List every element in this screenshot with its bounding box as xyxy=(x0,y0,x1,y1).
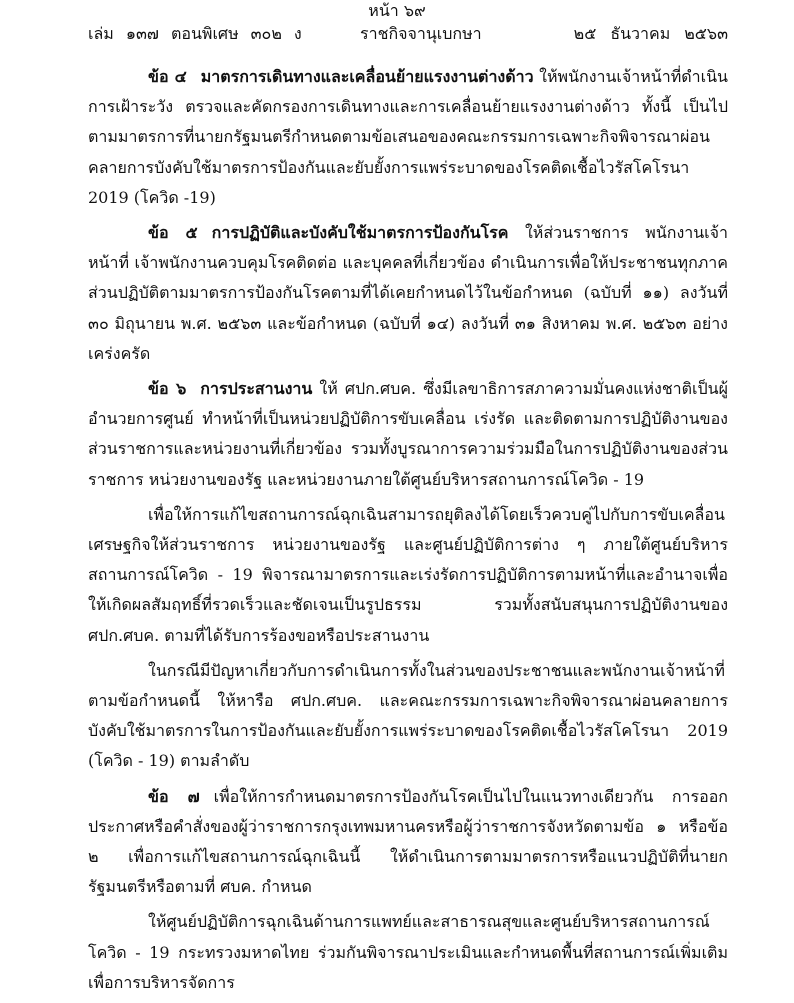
paragraph-problem-consultation: ในกรณีมีปัญหาเกี่ยวกับการดำเนินการทั้งในส่วนของประชาชนและพนักงานเจ้าหน้าที่ตามข้อกำหนดนี้ ให้หารือ ศปก.ศบค. และคณะกรรมการเฉพาะกิจพิจารณาผ่อนคลายการบังคับใช้มาตรการในการป้องกันและยับยั้งการแพร่ระบาดของโรคติดเชื้อไวรัสโคโรนา 2019 (โควิด - 19) ตามลำดับ xyxy=(88,660,728,771)
date-year: ๒๕๖๓ xyxy=(684,24,728,43)
publication-name: ราชกิจจานุเบกษา xyxy=(360,24,482,43)
section-label: ตอนพิเศษ xyxy=(170,24,239,43)
clause-4-heading: มาตรการเดินทางและเคลื่อนย้ายแรงงานต่างด้าว xyxy=(200,67,534,86)
volume-info xyxy=(88,22,314,46)
volume-number: ๑๓๗ xyxy=(125,24,159,43)
date-day: ๒๕ xyxy=(573,24,597,43)
clause-6-number: ข้อ ๖ xyxy=(148,379,187,399)
gazette-header xyxy=(88,22,728,46)
clause-4-text: ให้พนักงานเจ้าหน้าที่ดำเนินการเฝ้าระวัง ตรวจและคัดกรองการเดินทางและการเคลื่อนย้ายแรงงานต่างด้าว ทั้งนี้ เป็นไปตามมาตรการที่นายกรัฐมนตรีกำหนดตามข้อเสนอของคณะกรรมการเฉพาะกิจพิจารณาผ่อนคลายการบังคับใช้มาตรการป้องกันและยับยั้งการแพร่ระบาดของโรคติดเชื้อไวรัสโคโรนา 2019 (โควิด -19) xyxy=(88,67,728,207)
page-number: หน้า ๖๙ xyxy=(368,1,426,20)
clause-6-heading: การประสานงาน xyxy=(200,379,313,399)
clause-5-number: ข้อ ๕ xyxy=(148,223,198,243)
paragraph-closing: ให้ศูนย์ปฏิบัติการฉุกเฉินด้านการแพทย์และสาธารณสุขและศูนย์บริหารสถานการณ์โควิด - 19 กระทรวงมหาดไทย ร่วมกันพิจารณาประเมินและกำหนดพื้นที่สถานการณ์เพิ่มเติมเพื่อการบริหารจัดการ xyxy=(88,912,728,992)
publication-date xyxy=(560,22,728,46)
clause-5 xyxy=(88,218,728,369)
clause-7-text: เพื่อให้การกำหนดมาตรการป้องกันโรคเป็นไปในแนวทางเดียวกัน การออกประกาศหรือคำสั่งของผู้ว่าราชการกรุงเทพมหานครหรือผู้ว่าราชการจังหวัดตามข้อ ๑ หรือข้อ ๒ เพื่อการแก้ไขสถานการณ์ฉุกเฉินนี้ ให้ดำเนินการตามมาตรการหรือแนวปฏิบัติที่นายกรัฐมนตรีหรือตามที่ ศบค. กำหนด xyxy=(88,786,728,897)
clause-5-text: ให้ส่วนราชการ พนักงานเจ้าหน้าที่ เจ้าพนักงานควบคุมโรคติดต่อ และบุคคลที่เกี่ยวข้อง ดำเนินการเพื่อให้ประชาชนทุกภาคส่วนปฏิบัติตามมาตรการป้องกันโรคตามที่ได้เคยกำหนดไว้ในข้อกำหนด (ฉบับที่ ๑๑) ลงวันที่ ๓๐ มิถุนายน พ.ศ. ๒๕๖๓ และข้อกำหนด (ฉบับที่ ๑๔) ลงวันที่ ๓๑ สิงหาคม พ.ศ. ๒๕๖๓ อย่างเคร่งครัด xyxy=(88,223,728,363)
clause-7 xyxy=(88,782,728,903)
clause-6-text: ให้ ศปก.ศบค. ซึ่งมีเลขาธิการสภาความมั่นคงแห่งชาติเป็นผู้อำนวยการศูนย์ ทำหน้าที่เป็นหน่วยปฏิบัติการขับเคลื่อน เร่งรัด และติดตามการปฏิบัติงานของส่วนราชการและหน่วยงานที่เกี่ยวข้อง รวมทั้งบูรณาการความร่วมมือในการปฏิบัติงานของส่วนราชการ หน่วยงานของรัฐ และหน่วยงานภายใต้ศูนย์บริหารสถานการณ์โควิด - 19 xyxy=(88,379,728,489)
document-body xyxy=(88,62,728,1003)
clause-7-number: ข้อ ๗ xyxy=(148,786,200,806)
clause-4-number: ข้อ ๔ xyxy=(148,67,187,86)
section-number: ๓๐๒ xyxy=(250,24,282,43)
section-letter: ง xyxy=(293,24,302,43)
date-month: ธันวาคม xyxy=(610,24,671,43)
clause-5-heading: การปฏิบัติและบังคับใช้มาตรการป้องกันโรค xyxy=(211,223,509,243)
volume-label: เล่ม xyxy=(88,24,114,43)
paragraph-emergency-resolution: เพื่อให้การแก้ไขสถานการณ์ฉุกเฉินสามารถยุติลงได้โดยเร็วควบคู่ไปกับการขับเคลื่อนเศรษฐกิจให้ส่วนราชการ หน่วยงานของรัฐ และศูนย์ปฏิบัติการต่าง ๆ ภายใต้ศูนย์บริหารสถานการณ์โควิด - 19 พิจารณามาตรการและเร่งรัดการปฏิบัติการตามหน้าที่และอำนาจเพื่อให้เกิดผลสัมฤทธิ์ที่รวดเร็วและชัดเจนเป็นรูปธรรม รวมทั้งสนับสนุนการปฏิบัติงานของ ศปก.ศบค. ตามที่ได้รับการร้องขอหรือประสานงาน xyxy=(88,504,728,645)
clause-4 xyxy=(88,62,728,213)
clause-6 xyxy=(88,374,728,495)
